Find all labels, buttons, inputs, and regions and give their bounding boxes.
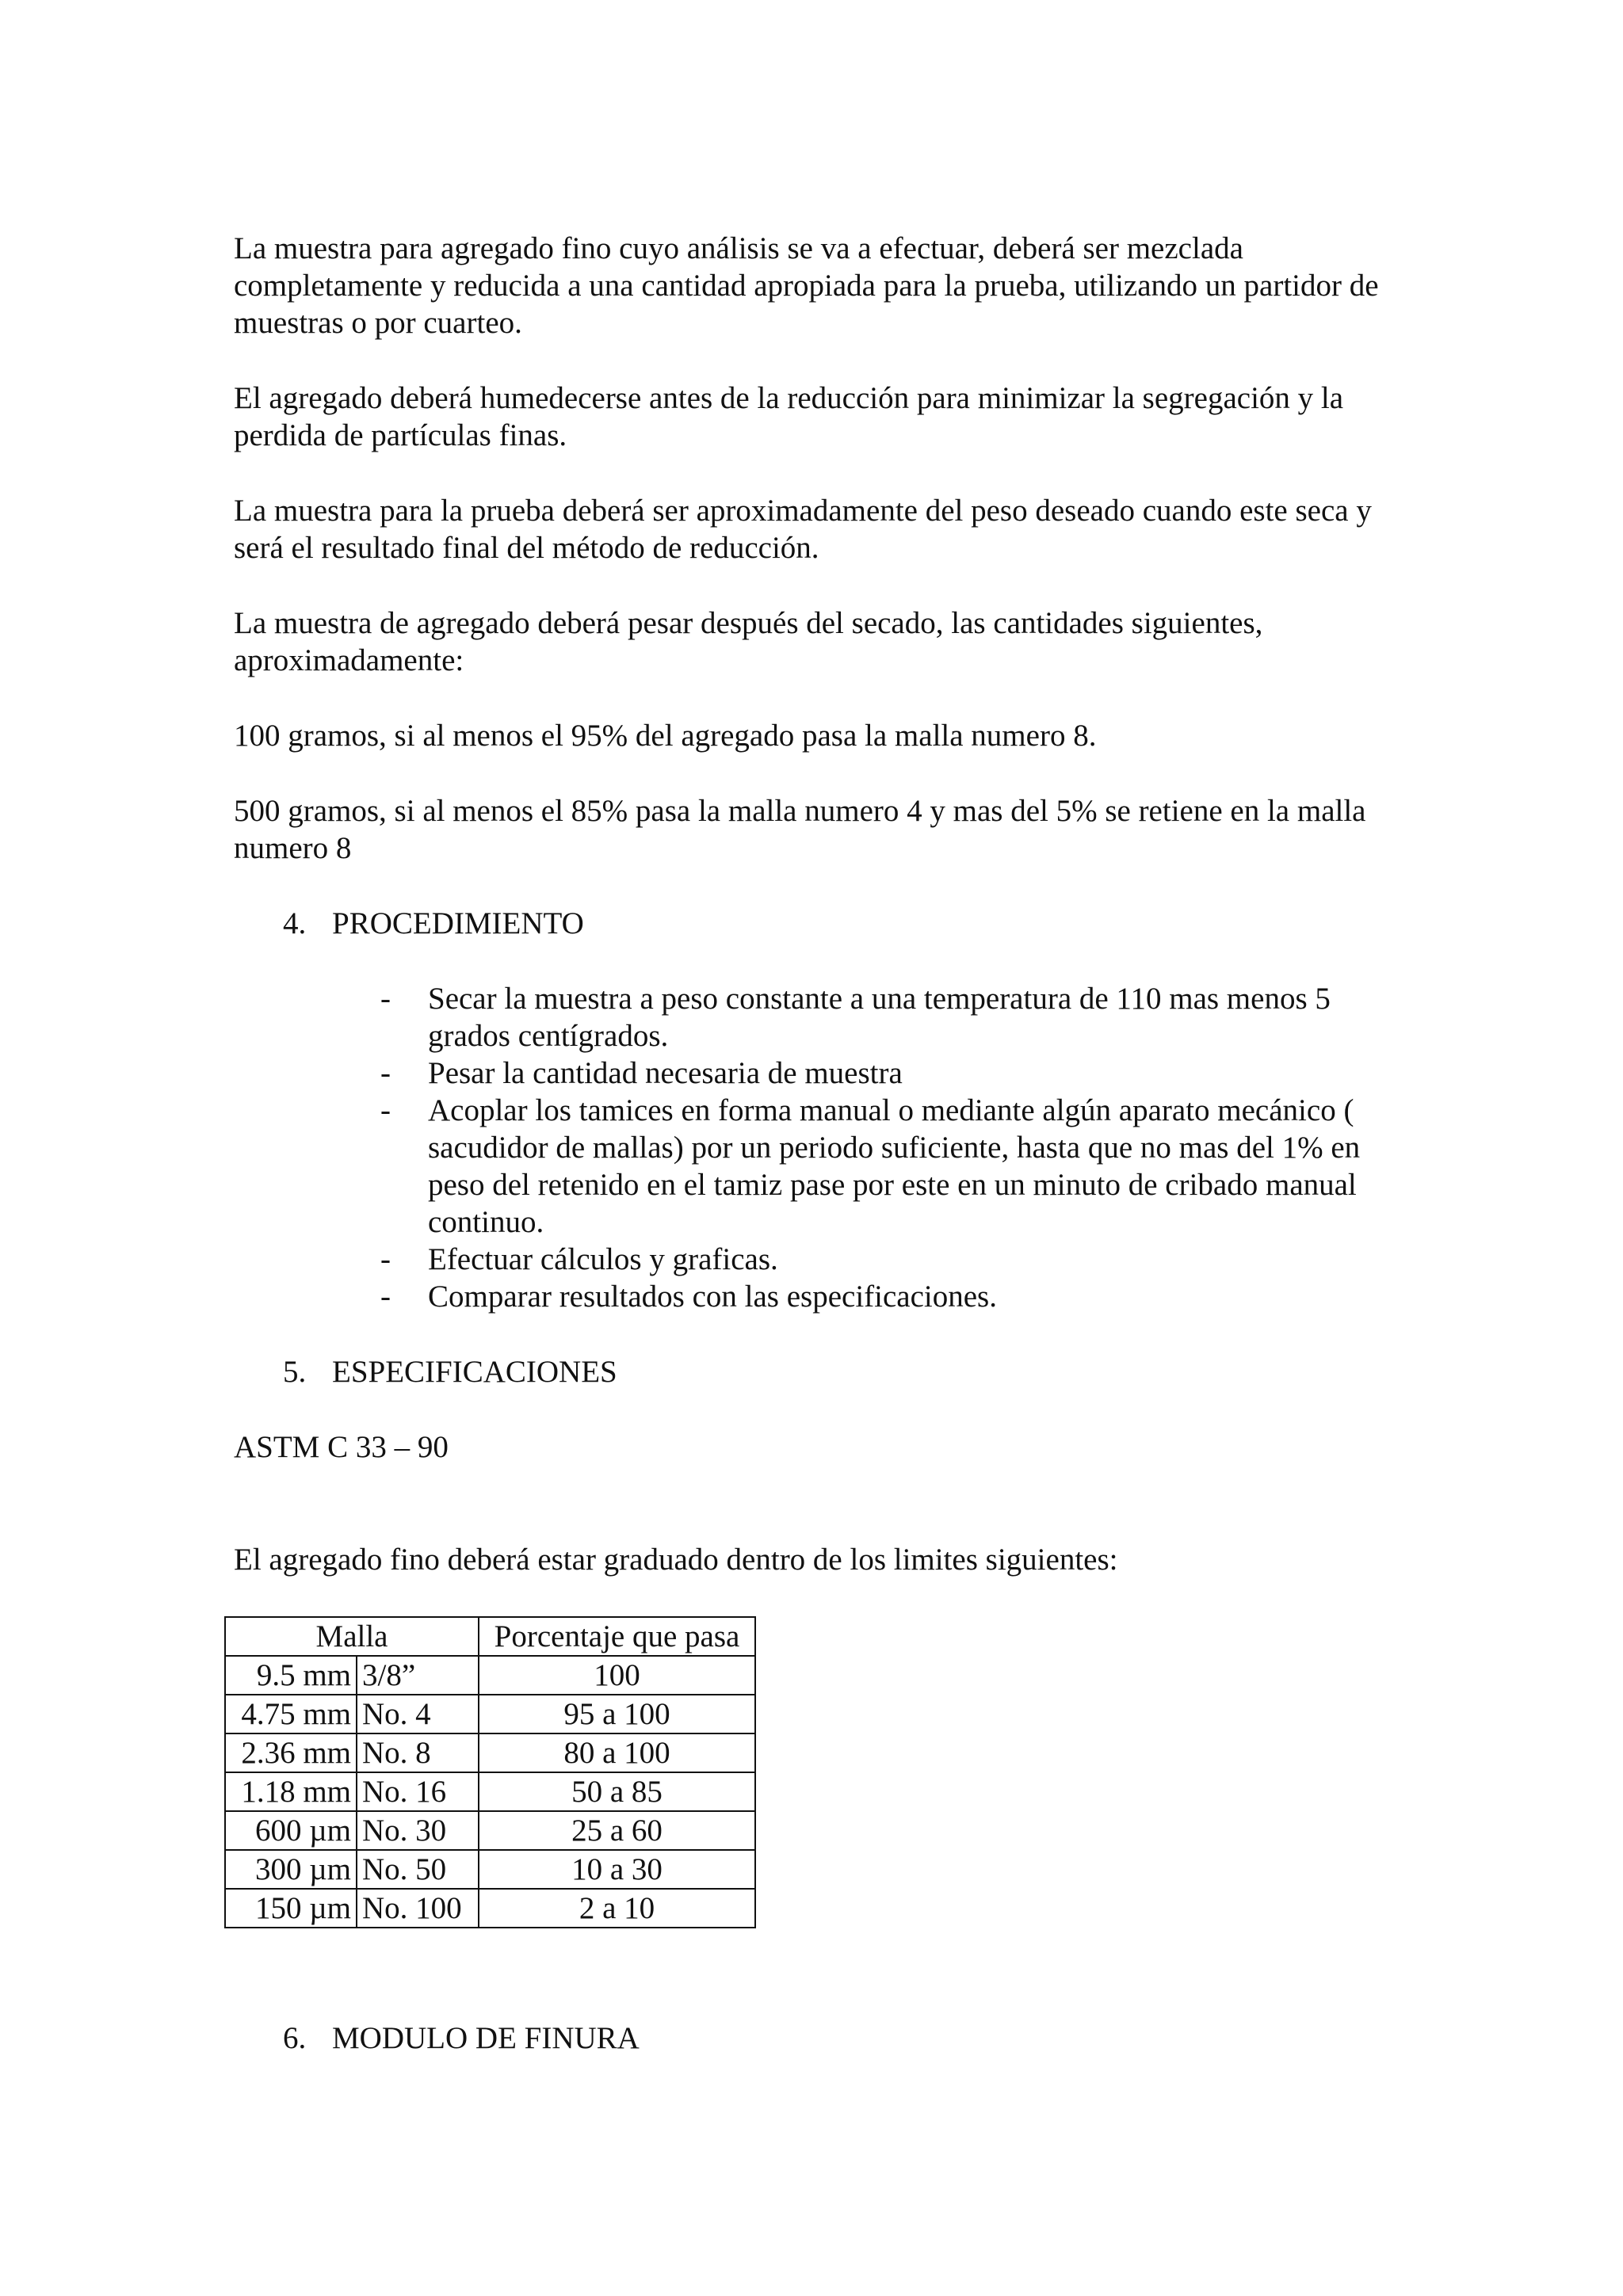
header-malla: Malla <box>225 1617 479 1656</box>
paragraph-500-grams: 500 gramos, si al menos el 85% pasa la malla numero 4 y mas del 5% se retiene en la malla numero 8 <box>234 794 1366 865</box>
section-title: ESPECIFICACIONES <box>332 1355 617 1389</box>
dash-bullet: - <box>380 1280 391 1314</box>
sieve-size-metric: 1.18 mm <box>225 1772 357 1811</box>
step-text: Efectuar cálculos y graficas. <box>428 1242 778 1276</box>
section-heading-procedimiento <box>283 905 1399 942</box>
percent-passing: 10 a 30 <box>479 1850 755 1889</box>
sieve-number: No. 16 <box>357 1772 479 1811</box>
list-item <box>380 980 1399 1055</box>
section-heading-modulo-de-finura <box>283 2019 1399 2057</box>
percent-passing: 50 a 85 <box>479 1772 755 1811</box>
header-porcentaje: Porcentaje que pasa <box>479 1617 755 1656</box>
step-text: Pesar la cantidad necesaria de muestra <box>428 1056 903 1090</box>
grading-limits-intro: El agregado fino deberá estar graduado dentro de los limites siguientes: <box>234 1543 1118 1577</box>
sieve-size-metric: 4.75 mm <box>225 1695 357 1733</box>
dash-bullet: - <box>380 1093 391 1127</box>
sieve-size-metric: 300 µm <box>225 1850 357 1889</box>
list-item <box>380 1241 1399 1278</box>
table-row <box>225 1811 755 1850</box>
list-item <box>380 1055 1399 1092</box>
sieve-number: 3/8” <box>357 1656 479 1695</box>
paragraph-dry-weight-quantities: La muestra de agregado deberá pesar después del secado, las cantidades siguientes, aproximadamente: <box>234 606 1263 677</box>
percent-passing: 2 a 10 <box>479 1889 755 1928</box>
sieve-number: No. 4 <box>357 1695 479 1733</box>
table-row <box>225 1889 755 1928</box>
document-page <box>234 230 1399 2095</box>
paragraph-moisten-aggregate: El agregado deberá humedecerse antes de la reducción para minimizar la segregación y la perdida de partículas finas. <box>234 381 1344 452</box>
percent-passing: 25 a 60 <box>479 1811 755 1850</box>
sieve-number: No. 100 <box>357 1889 479 1928</box>
table-row <box>225 1850 755 1889</box>
step-text: Comparar resultados con las especificaciones. <box>428 1280 997 1314</box>
sieve-number: No. 50 <box>357 1850 479 1889</box>
paragraph-sample-weight: La muestra para la prueba deberá ser aproximadamente del peso deseado cuando este seca y será el resultado final del método de reducción. <box>234 494 1372 565</box>
percent-passing: 80 a 100 <box>479 1733 755 1772</box>
sieve-number: No. 30 <box>357 1811 479 1850</box>
percent-passing: 100 <box>479 1656 755 1695</box>
dash-bullet: - <box>380 982 391 1016</box>
paragraph-sample-mixing: La muestra para agregado fino cuyo análisis se va a efectuar, deberá ser mezclada completamente y reducida a una cantidad apropiada para la prueba, utilizando un partidor de muestras o por cuarteo. <box>234 231 1379 340</box>
table-row <box>225 1656 755 1695</box>
section-number: 5. <box>283 1355 307 1389</box>
table-row <box>225 1695 755 1733</box>
section-title: PROCEDIMIENTO <box>332 906 584 940</box>
sieve-size-metric: 150 µm <box>225 1889 357 1928</box>
table-row <box>225 1772 755 1811</box>
sieve-size-metric: 600 µm <box>225 1811 357 1850</box>
percent-passing: 95 a 100 <box>479 1695 755 1733</box>
dash-bullet: - <box>380 1242 391 1276</box>
grading-table <box>224 1616 756 1928</box>
section-heading-especificaciones <box>283 1353 1399 1390</box>
sieve-size-metric: 9.5 mm <box>225 1656 357 1695</box>
sieve-size-metric: 2.36 mm <box>225 1733 357 1772</box>
step-text: Secar la muestra a peso constante a una temperatura de 110 mas menos 5 grados centígrados. <box>428 982 1331 1053</box>
section-number: 6. <box>283 2021 307 2055</box>
sieve-number: No. 8 <box>357 1733 479 1772</box>
section-title: MODULO DE FINURA <box>332 2021 640 2055</box>
table-header-row <box>225 1617 755 1656</box>
table-row <box>225 1733 755 1772</box>
list-item <box>380 1278 1399 1315</box>
standard-reference: ASTM C 33 – 90 <box>234 1430 449 1464</box>
list-item <box>380 1092 1399 1241</box>
section-number: 4. <box>283 906 307 940</box>
step-text: Acoplar los tamices en forma manual o mediante algún aparato mecánico ( sacudidor de mallas) por un periodo suficiente, hasta que no mas del 1% en peso del retenido en el tamiz pase por este en un minuto de cribado manual continuo. <box>428 1093 1361 1239</box>
procedure-steps-list <box>234 980 1399 1315</box>
paragraph-100-grams: 100 gramos, si al menos el 95% del agregado pasa la malla numero 8. <box>234 719 1097 753</box>
dash-bullet: - <box>380 1056 391 1090</box>
